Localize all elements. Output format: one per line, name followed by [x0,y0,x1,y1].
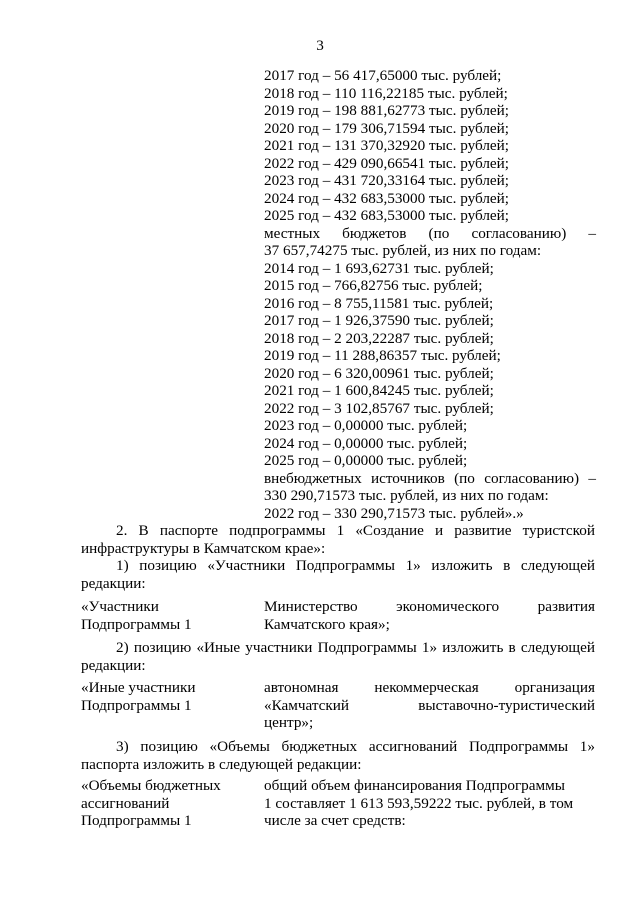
label-line: ассигнований [81,794,170,812]
financing-line: 2018 год – 2 203,22287 тыс. рублей; [264,329,494,347]
value-line: центр»; [264,714,314,731]
budget-allocations-label [81,777,261,830]
participants-value [264,598,595,633]
financing-line: 37 657,74275 тыс. рублей, из них по годам: [264,242,542,259]
label-line: Подпрограммы 1 [81,615,192,633]
item-1-block [81,557,595,592]
item-1-text: 1) позицию «Участники Подпрограммы 1» изложить в следующей редакции: [81,557,595,592]
value-line: 1 составляет 1 613 593,59222 тыс. рублей, в том [264,794,574,812]
label-line: «Участники [81,598,159,615]
value-line: Министерство экономического развития [264,598,595,615]
financing-line: 2019 год – 198 881,62773 тыс. рублей; [264,102,509,119]
financing-line: 2023 год – 431 720,33164 тыс. рублей; [264,172,509,189]
financing-line: 2022 год – 330 290,71573 тыс. рублей».» [264,504,524,522]
value-line: числе за счет средств: [264,812,406,829]
financing-line: 2020 год – 179 306,71594 тыс. рублей; [264,119,509,137]
page-number: 3 [316,37,324,54]
value-line: Камчатского края»; [264,615,390,633]
financing-line: 2024 год – 432 683,53000 тыс. рублей; [264,189,509,207]
budget-allocations-value [264,777,595,830]
value-line: «Камчатский выставочно-туристический [264,696,595,714]
financing-line: внебюджетных источников (по согласованию) – [264,469,596,487]
financing-line: 2016 год – 8 755,11581 тыс. рублей; [264,294,494,312]
label-line: «Объемы бюджетных [81,777,221,794]
item-2-block [81,639,595,674]
financing-line: 2024 год – 0,00000 тыс. рублей; [264,434,468,452]
financing-line: 2023 год – 0,00000 тыс. рублей; [264,417,468,434]
item-2-text: 2) позицию «Иные участники Подпрограммы 1» изложить в следующей редакции: [81,639,595,674]
financing-line: 2022 год – 3 102,85767 тыс. рублей; [264,399,494,417]
value-line: автономная некоммерческая организация [264,679,595,696]
paragraph-2: 2. В паспорте подпрограммы 1 «Создание и развитие туристской инфраструктуры в Камчатском крае»: [81,522,595,557]
value-line: общий объем финансирования Подпрограммы [264,777,565,794]
financing-line: 2025 год – 432 683,53000 тыс. рублей; [264,207,509,224]
financing-line: 2018 год – 110 116,22185 тыс. рублей; [264,84,508,102]
item-3-block [81,738,595,773]
financing-line: 2020 год – 6 320,00961 тыс. рублей; [264,364,494,382]
financing-line: 2014 год – 1 693,62731 тыс. рублей; [264,259,494,277]
financing-line: 2022 год – 429 090,66541 тыс. рублей; [264,154,509,172]
item-3-text: 3) позицию «Объемы бюджетных ассигнований Подпрограммы 1» паспорта изложить в следующей редакции: [81,738,595,773]
label-line: Подпрограммы 1 [81,696,192,714]
participants-label [81,598,261,633]
paragraph-2-block [81,522,595,557]
financing-by-year-column [264,67,596,522]
financing-line: 2021 год – 1 600,84245 тыс. рублей; [264,382,494,399]
financing-line: 330 290,71573 тыс. рублей, из них по годам: [264,487,549,504]
other-participants-label [81,679,261,714]
financing-line: 2017 год – 1 926,37590 тыс. рублей; [264,312,494,329]
financing-line: 2021 год – 131 370,32920 тыс. рублей; [264,137,509,154]
financing-line: местных бюджетов (по согласованию) – [264,224,596,242]
financing-line: 2017 год – 56 417,65000 тыс. рублей; [264,67,502,84]
label-line: Подпрограммы 1 [81,812,192,829]
financing-line: 2019 год – 11 288,86357 тыс. рублей; [264,347,501,364]
label-line: «Иные участники [81,679,196,696]
financing-line: 2015 год – 766,82756 тыс. рублей; [264,277,483,294]
financing-line: 2025 год – 0,00000 тыс. рублей; [264,452,468,469]
other-participants-value [264,679,595,732]
